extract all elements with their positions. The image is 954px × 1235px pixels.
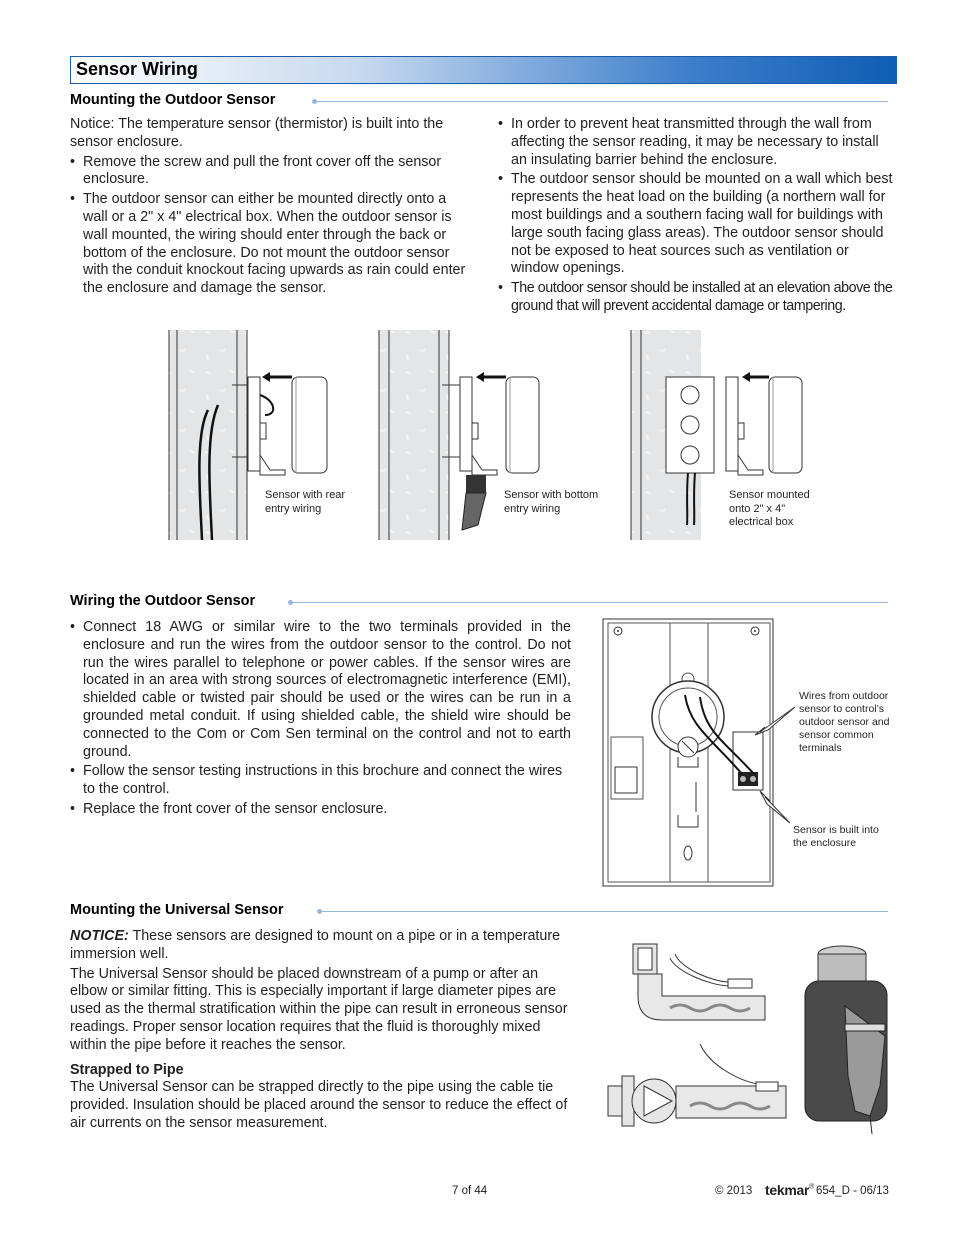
copyright: © 2013	[715, 1185, 753, 1197]
insulated-pipe-illustration	[805, 946, 887, 1134]
list-item: • In order to prevent heat transmitted through the wall from affecting the sensor reading, it may be necessary to install an insulating barrier behind the enclosure.	[498, 116, 898, 169]
document-code: 654_D - 06/13	[816, 1185, 889, 1197]
notice-label: NOTICE:	[70, 928, 129, 944]
brand-name: tekmar	[765, 1182, 810, 1198]
heading-wiring-outdoor: Wiring the Outdoor Sensor	[70, 593, 256, 609]
wiring-outdoor-text	[70, 619, 571, 819]
list-item: • The outdoor sensor should be mounted on a wall which best represents the heat load on the building (a northern wall for most buildings and a southern facing wall for buildings with large south facing glass areas). The outdoor sensor should not be exposed to heat sources such as ventilation or window openings.	[498, 171, 898, 278]
caption-electrical-box: Sensor mounted onto 2" x 4" electrical box	[729, 489, 810, 528]
heading-mounting-outdoor: Mounting the Outdoor Sensor	[70, 92, 276, 108]
heading-rule	[321, 911, 888, 912]
notice-text: Notice: The temperature sensor (thermistor) is built into the sensor enclosure.	[70, 116, 444, 150]
page-number: 7 of 44	[452, 1185, 488, 1197]
universal-text	[70, 928, 571, 1133]
elbow-pipe-illustration	[633, 944, 765, 1020]
heading-rule	[292, 602, 888, 603]
heading-universal: Mounting the Universal Sensor	[70, 902, 284, 918]
section-title: Sensor Wiring	[76, 59, 198, 79]
outdoor-sensor-mounting-illustrations	[160, 325, 820, 540]
caption-rear-entry: Sensor with rear entry wiring	[265, 489, 346, 515]
caption-bottom-entry: Sensor with bottom entry wiring	[504, 489, 599, 515]
strapped-heading: Strapped to Pipe	[70, 1061, 184, 1078]
universal-sensor-pipe-illustrations	[600, 936, 900, 1136]
list-item: • Connect 18 AWG or similar wire to the two terminals provided in the enclosure and run the wires from the outdoor sensor to the control. Do not run the wires parallel to telephone or power cables. If the sensor wires are located in an area with strong sources of electromagnetic interference (EMI), shielded cable or twisted pair should be used or the wires can be run in a grounded metal conduit. If using shielded cable, the shield wire should be connected to the Com or Com Sen terminal on the control and not to earth ground.	[70, 619, 571, 761]
strapped-text: The Universal Sensor can be strapped directly to the pipe using the cable tie provided. Insulation should be placed around the sensor to reduce the effect of air currents on the sensor measurement.	[70, 1079, 568, 1131]
callout-sensor-built-in: Sensor is built into the enclosure	[793, 824, 879, 849]
list-item: • Remove the screw and pull the front cover off the sensor enclosure.	[70, 154, 470, 190]
mounting-outdoor-right-column	[498, 116, 898, 316]
notice-text: These sensors are designed to mount on a pipe or in a temperature immersion well.	[70, 928, 561, 962]
universal-paragraph: The Universal Sensor should be placed downstream of a pump or after an elbow or similar fitting. This is especially important if large diameter pipes are used as the thermal stratification within the pipe can result in erroneous sensor readings. Proper sensor location requires that the fluid is thoroughly mixed within the pipe before it reaches the sensor.	[70, 965, 568, 1053]
list-item: • Replace the front cover of the sensor enclosure.	[70, 801, 571, 819]
universal-notice	[70, 928, 571, 964]
heading-rule	[316, 101, 888, 102]
callout-wires: Wires from outdoor sensor to control’s outdoor sensor and sensor common terminals	[799, 690, 890, 754]
pump-pipe-illustration	[608, 1044, 786, 1126]
list-item: • Follow the sensor testing instructions in this brochure and connect the wires to the control.	[70, 763, 571, 799]
mounting-outdoor-left-column	[70, 116, 470, 298]
list-item: • The outdoor sensor should be installed at an elevation above the ground that will prevent accidental damage or tampering.	[498, 280, 898, 316]
list-item: • The outdoor sensor can either be mounted directly onto a wall or a 2" x 4" electrical box. When the outdoor sensor is wall mounted, the wiring should enter through the back or bottom of the enclosure. Do not mount the outdoor sensor with the conduit knockout facing upwards as rain could enter the enclosure and damage the sensor.	[70, 191, 470, 298]
brand-logo	[765, 1182, 814, 1200]
brand-mark: ®	[809, 1183, 815, 1191]
